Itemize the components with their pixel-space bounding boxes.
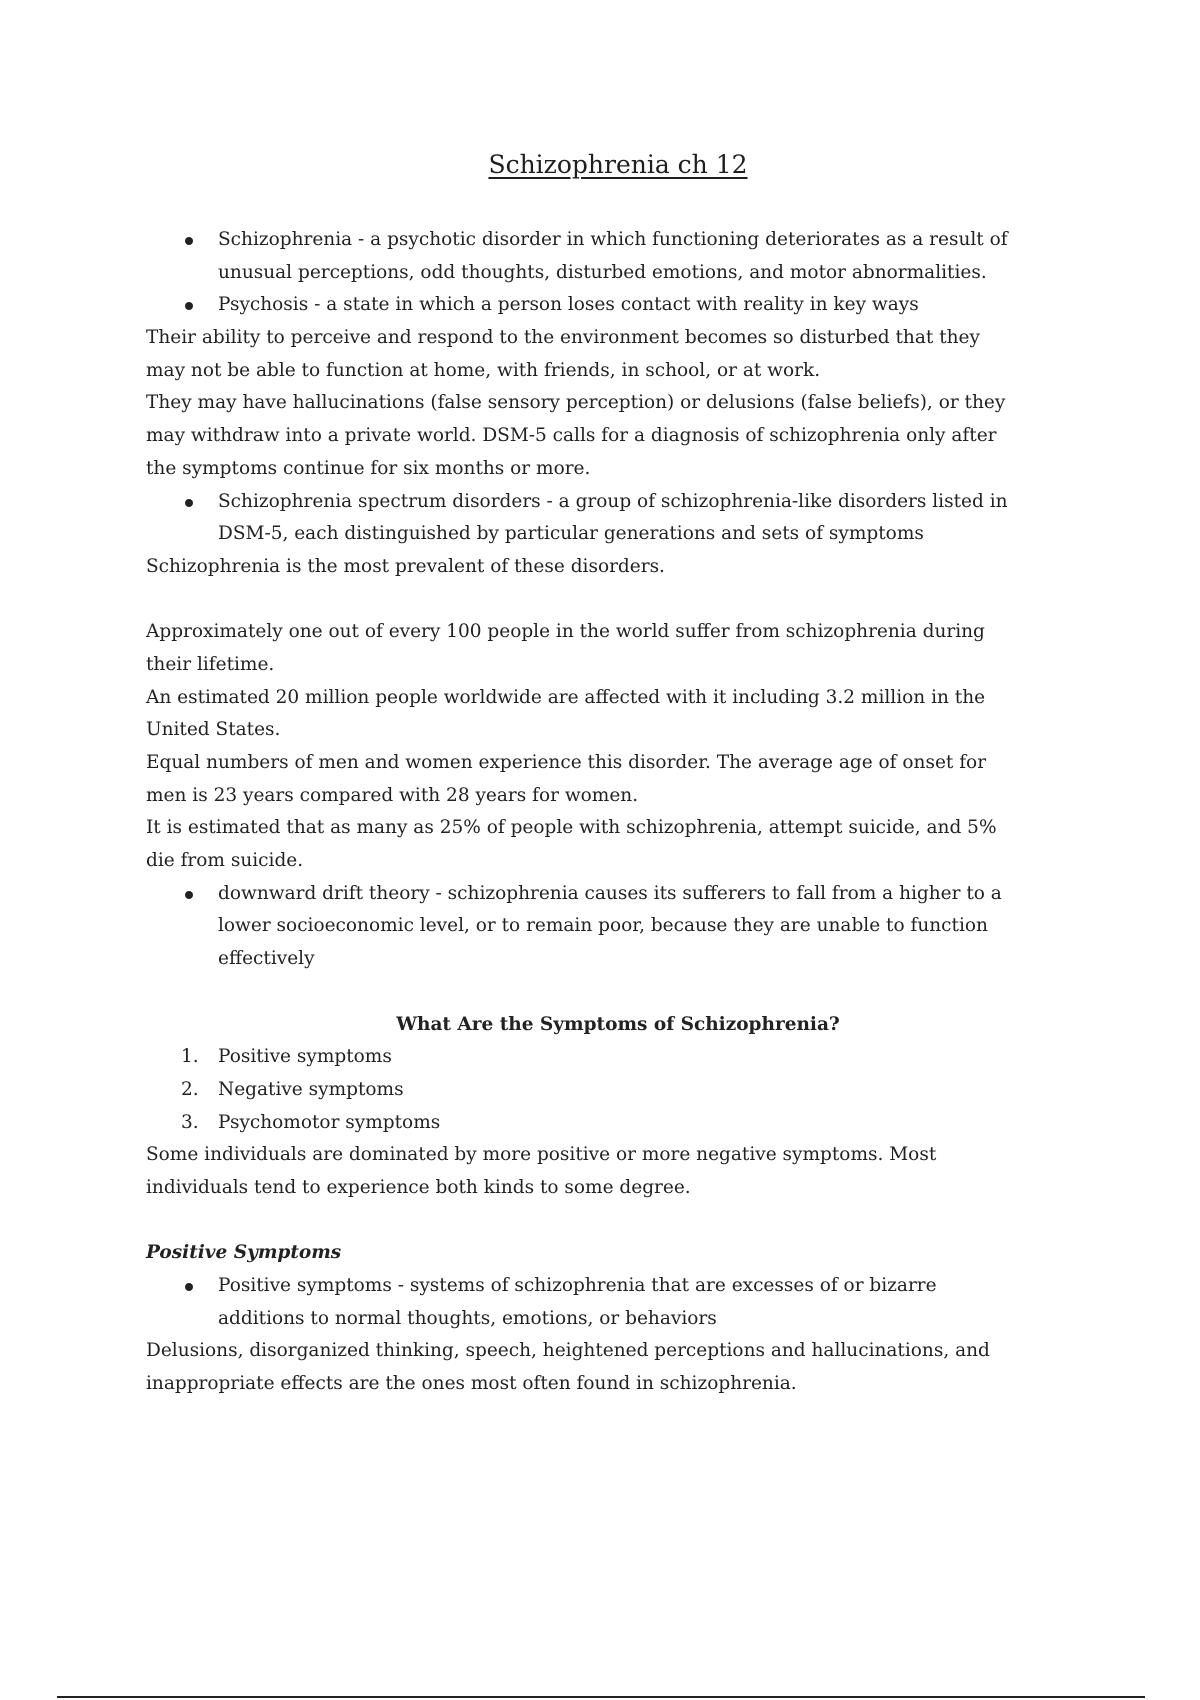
bullet-psychosis-definition (146, 289, 1090, 322)
paragraph-hallucinations (146, 387, 1090, 485)
paragraph-line: individuals tend to experience both kinds to some degree. (146, 1176, 691, 1198)
page-bottom-rule (57, 1696, 1145, 1698)
list-number: 2. (181, 1078, 199, 1100)
paragraph-line: inappropriate effects are the ones most often found in schizophrenia. (146, 1373, 797, 1395)
numbered-item (146, 1074, 1090, 1107)
paragraph-line: Approximately one out of every 100 people in the world suffer from schizophrenia during (146, 621, 985, 643)
bullet-marker (185, 237, 193, 245)
bullet-line: DSM-5, each distinguished by particular generations and sets of symptoms (218, 523, 924, 545)
bullet-positive-symptoms (146, 1270, 1090, 1335)
numbered-item (146, 1107, 1090, 1140)
bullet-line: Psychosis - a state in which a person loses contact with reality in key ways (218, 294, 919, 316)
bullet-marker (185, 499, 193, 507)
list-item-label: Negative symptoms (218, 1078, 404, 1100)
paragraph-most-prevalent: Schizophrenia is the most prevalent of these disorders. (146, 555, 665, 577)
list-item-label: Psychomotor symptoms (218, 1111, 441, 1133)
document-body (146, 224, 1090, 1401)
paragraph-line: Some individuals are dominated by more positive or more negative symptoms. Most (146, 1144, 937, 1166)
list-item-label: Positive symptoms (218, 1046, 392, 1068)
blank-line (146, 1205, 1090, 1238)
bullet-line: downward drift theory - schizophrenia causes its sufferers to fall from a higher to a (218, 882, 1002, 904)
bullet-line: additions to normal thoughts, emotions, or behaviors (218, 1307, 717, 1329)
paragraph-line: may withdraw into a private world. DSM-5 calls for a diagnosis of schizophrenia only after (146, 425, 997, 447)
paragraph-line: may not be able to function at home, with friends, in school, or at work. (146, 359, 821, 381)
paragraph-line: Delusions, disorganized thinking, speech, heightened perceptions and hallucinations, and (146, 1340, 990, 1362)
paragraph-line: It is estimated that as many as 25% of people with schizophrenia, attempt suicide, and 5% (146, 817, 997, 839)
bullet-marker (185, 891, 193, 899)
numbered-item (146, 1041, 1090, 1074)
paragraph-line: Equal numbers of men and women experience this disorder. The average age of onset for (146, 752, 987, 773)
list-number: 3. (181, 1111, 199, 1133)
bullet-marker (185, 1283, 193, 1291)
page-title (146, 148, 1090, 182)
blank-line (146, 976, 1090, 1009)
bullet-marker (185, 302, 193, 310)
paragraph-line: United States. (146, 719, 281, 741)
paragraph-line: men is 23 years compared with 28 years for women. (146, 784, 639, 806)
bullet-line: Positive symptoms - systems of schizophrenia that are excesses of or bizarre (218, 1275, 937, 1296)
subheading-positive-symptoms: Positive Symptoms (146, 1242, 342, 1264)
blank-line (146, 584, 1090, 617)
paragraph-line: die from suicide. (146, 850, 304, 872)
bullet-line: Schizophrenia spectrum disorders - a group of schizophrenia-like disorders listed in (218, 490, 1008, 512)
section-heading-symptoms: What Are the Symptoms of Schizophrenia? (396, 1013, 840, 1035)
bullet-spectrum-disorders (146, 486, 1090, 551)
paragraph-line: the symptoms continue for six months or more. (146, 457, 591, 479)
paragraph-ability (146, 322, 1090, 387)
bullet-schizophrenia-definition (146, 224, 1090, 289)
page-title-text: Schizophrenia ch 12 (488, 150, 748, 179)
bullet-line: unusual perceptions, odd thoughts, disturbed emotions, and motor abnormalities. (218, 261, 987, 283)
bullet-downward-drift (146, 878, 1090, 976)
paragraph-prevalence (146, 616, 1090, 681)
bullet-line: lower socioeconomic level, or to remain poor, because they are unable to function (218, 915, 988, 937)
paragraph-delusions (146, 1335, 1090, 1400)
paragraph-line: their lifetime. (146, 653, 275, 675)
paragraph-symptom-dominance (146, 1139, 1090, 1204)
bullet-line: effectively (218, 948, 315, 970)
list-number: 1. (181, 1046, 199, 1068)
paragraph-line: They may have hallucinations (false sensory perception) or delusions (false beliefs), or they (146, 392, 1006, 414)
bullet-line: Schizophrenia - a psychotic disorder in which functioning deteriorates as a result of (218, 229, 1008, 250)
paragraph-suicide (146, 812, 1090, 877)
paragraph-line: Their ability to perceive and respond to the environment becomes so disturbed that they (146, 327, 980, 349)
paragraph-worldwide (146, 682, 1090, 747)
paragraph-onset (146, 747, 1090, 812)
paragraph-line: An estimated 20 million people worldwide are affected with it including 3.2 million in the (146, 686, 986, 708)
